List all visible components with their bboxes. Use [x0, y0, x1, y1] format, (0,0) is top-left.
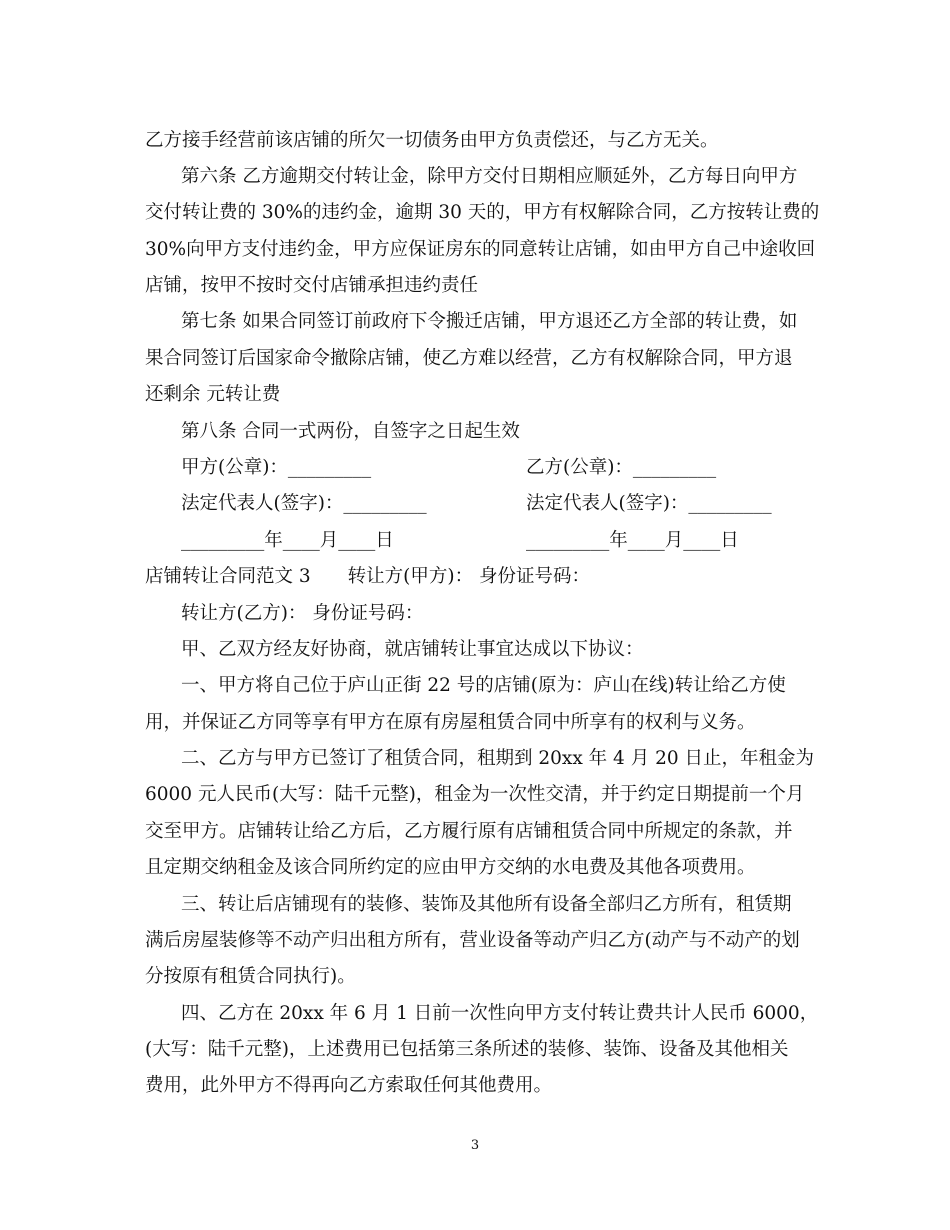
party-b-seal-field: 乙方(公章)：_________ [526, 457, 717, 478]
paragraph-line: 用，并保证乙方同等享有甲方在原有房屋租赁合同中所享有的权利与义务。 [145, 712, 756, 733]
paragraph-line: 费用，此外甲方不得再向乙方索取任何其他费用。 [145, 1075, 553, 1096]
clause-two-line: 二、乙方与甲方已签订了租赁合同，租期到 20xx 年 4 月 20 日止，年租金为 [181, 748, 815, 769]
clause-one-line: 一、甲方将自己位于庐山正街 22 号的店铺(原为：庐山在线)转让给乙方使 [181, 675, 786, 696]
clause-three-line: 三、转让后店铺现有的装修、装饰及其他所有设备全部归乙方所有，租赁期 [181, 894, 792, 915]
party-a-date-field: _________年____月____日 [181, 530, 394, 551]
paragraph-line: 果合同签订后国家命令撤除店铺，使乙方难以经营，乙方有权解除合同，甲方退 [145, 348, 793, 369]
paragraph-line: 满后房屋装修等不动产归出租方所有，营业设备等动产归乙方(动产与不动产的划 [145, 930, 800, 951]
paragraph-line: 交至甲方。店铺转让给乙方后，乙方履行原有店铺租赁合同中所规定的条款，并 [145, 821, 793, 842]
article-eight-line: 第八条 合同一式两份，自签字之日起生效 [181, 421, 520, 442]
article-seven-line: 第七条 如果合同签订前政府下令搬迁店铺，甲方退还乙方全部的转让费，如 [181, 311, 798, 332]
paragraph-line: 分按原有租赁合同执行)。 [145, 966, 356, 987]
agreement-intro: 甲、乙双方经友好协商，就店铺转让事宜达成以下协议： [181, 639, 644, 660]
party-b-representative-field: 法定代表人(签字)：_________ [526, 493, 772, 514]
clause-four-line: 四、乙方在 20xx 年 6 月 1 日前一次性向甲方支付转让费共计人民币 6000， [181, 1003, 819, 1024]
paragraph-line: 且定期交纳租金及该合同所约定的应由甲方交纳的水电费及其他各项费用。 [145, 857, 756, 878]
page-number: 3 [470, 1138, 480, 1153]
paragraph-line: 30%向甲方支付违约金，甲方应保证房东的同意转让店铺，如由甲方自己中途收回 [145, 239, 816, 260]
party-a-representative-field: 法定代表人(签字)：_________ [181, 493, 427, 514]
paragraph-line: 还剩余 元转让费 [145, 384, 281, 405]
paragraph-line: (大写：陆千元整)，上述费用已包括第三条所述的装修、装饰、设备及其他相关 [145, 1039, 789, 1060]
paragraph-line: 交付转让费的 30%的违约金，逾期 30 天的，甲方有权解除合同，乙方按转让费的 [145, 202, 820, 223]
paragraph-line: 6000 元人民币(大写：陆千元整)，租金为一次性交清，并于约定日期提前一个月 [145, 784, 805, 805]
party-b-date-field: _________年____月____日 [526, 530, 739, 551]
paragraph-line: 店铺，按甲不按时交付店铺承担违约责任 [145, 275, 479, 296]
article-six-line: 第六条 乙方逾期交付转让金，除甲方交付日期相应顺延外，乙方每日向甲方 [181, 166, 798, 187]
section-heading: 店铺转让合同范文 3 转让方(甲方)： 身份证号码： [145, 566, 590, 587]
party-a-seal-field: 甲方(公章)：_________ [181, 457, 372, 478]
transferee-line: 转让方(乙方)： 身份证号码： [181, 603, 424, 624]
paragraph-line: 乙方接手经营前该店铺的所欠一切债务由甲方负责偿还，与乙方无关。 [145, 130, 719, 151]
